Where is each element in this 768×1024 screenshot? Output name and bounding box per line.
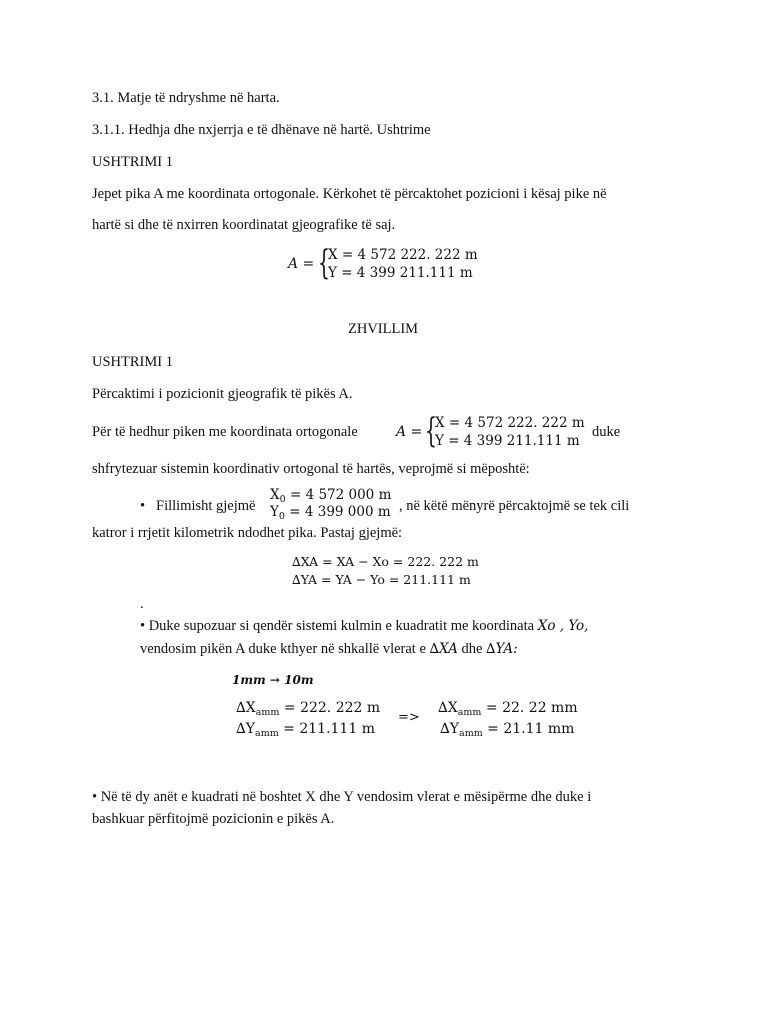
bullet-1-text: Fillimisht gjejmë (156, 498, 256, 514)
right-delta-x: $\Delta X_{amm} = 22$. 22 mm (438, 700, 578, 718)
bullet-marker: • (140, 498, 146, 514)
equation-y-line: Y = 4 399 211.111 m (328, 265, 473, 281)
brace-symbol: { (318, 243, 330, 283)
right-delta-y: $\Delta Y_{amm} = 21.11$ mm (440, 721, 575, 739)
exercise-label-2: USHTRIMI 1 (92, 354, 173, 370)
dot-separator: . (140, 596, 144, 612)
paragraph-line-2: shfrytezuar sistemin koordinativ ortogonal të hartës, veprojmë si mëposhtë: (92, 461, 530, 477)
inline-equation-lhs: A = (396, 424, 423, 440)
implies-arrow: => (398, 710, 420, 725)
inline-equation-x-line: X = 4 572 222. 222 m (435, 415, 585, 431)
left-delta-y: $\Delta Y_{amm} = 211.111$ m (236, 721, 375, 739)
delta-ya-equation: ∆YA = YA − Yo = 211.111 m (292, 572, 471, 587)
paragraph-duke: duke (592, 424, 621, 440)
bullet-2-line-1: • Duke supozuar si qendër sistemi kulmin e kuadratit me koordinata Xo , Yo, (140, 618, 589, 634)
bullet-1-line-2: katror i rrjetit kilometrik ndodhet pika. Pastaj gjejmë: (92, 525, 403, 541)
bullet-1-text-after: , në këtë mënyrë përcaktojmë se tek cili (399, 498, 630, 514)
inline-brace-symbol: { (425, 411, 437, 451)
scale-label: 1mm → 10m (232, 673, 314, 687)
section-heading: 3.1. Matje të ndryshme në harta. (92, 90, 280, 106)
equation-lhs: A = (288, 256, 315, 272)
exercise-label: USHTRIMI 1 (92, 154, 173, 170)
development-heading: ZHVILLIM (348, 321, 419, 337)
task-subtitle: Përcaktimi i pozicionit gjeografik të pikës A. (92, 386, 353, 402)
x0-equation: $X_0 = 4$ 572 000 m (270, 487, 392, 505)
equation-x-line: X = 4 572 222. 222 m (328, 247, 478, 263)
intro-text-line-2: hartë si dhe të nxirren koordinatat gjeografike të saj. (92, 217, 396, 233)
subsection-heading: 3.1.1. Hedhja dhe nxjerrja e të dhënave në hartë. Ushtrime (92, 122, 431, 138)
bullet-3-line-2: bashkuar përfitojmë pozicionin e pikës A. (92, 811, 335, 827)
y0-equation: $Y_0 = 4$ 399 000 m (270, 504, 391, 522)
inline-equation-y-line: Y = 4 399 211.111 m (435, 433, 580, 449)
delta-xa-equation: ∆XA = XA − Xo = 222. 222 m (292, 554, 479, 569)
intro-text-line-1: Jepet pika A me koordinata ortogonale. Kërkohet të përcaktohet pozicioni i kësaj pike në (92, 186, 607, 202)
bullet-2-line-2: vendosim pikën A duke kthyer në shkallë vlerat e ∆XA dhe ∆YA: (140, 641, 518, 657)
paragraph-start: Për të hedhur piken me koordinata ortogonale (92, 424, 358, 440)
bullet-3-line-1: • Në të dy anët e kuadrati në boshtet X dhe Y vendosim vlerat e mësipërme dhe duke i (92, 789, 592, 805)
left-delta-x: $\Delta X_{amm} = 222$. 222 m (236, 700, 381, 718)
